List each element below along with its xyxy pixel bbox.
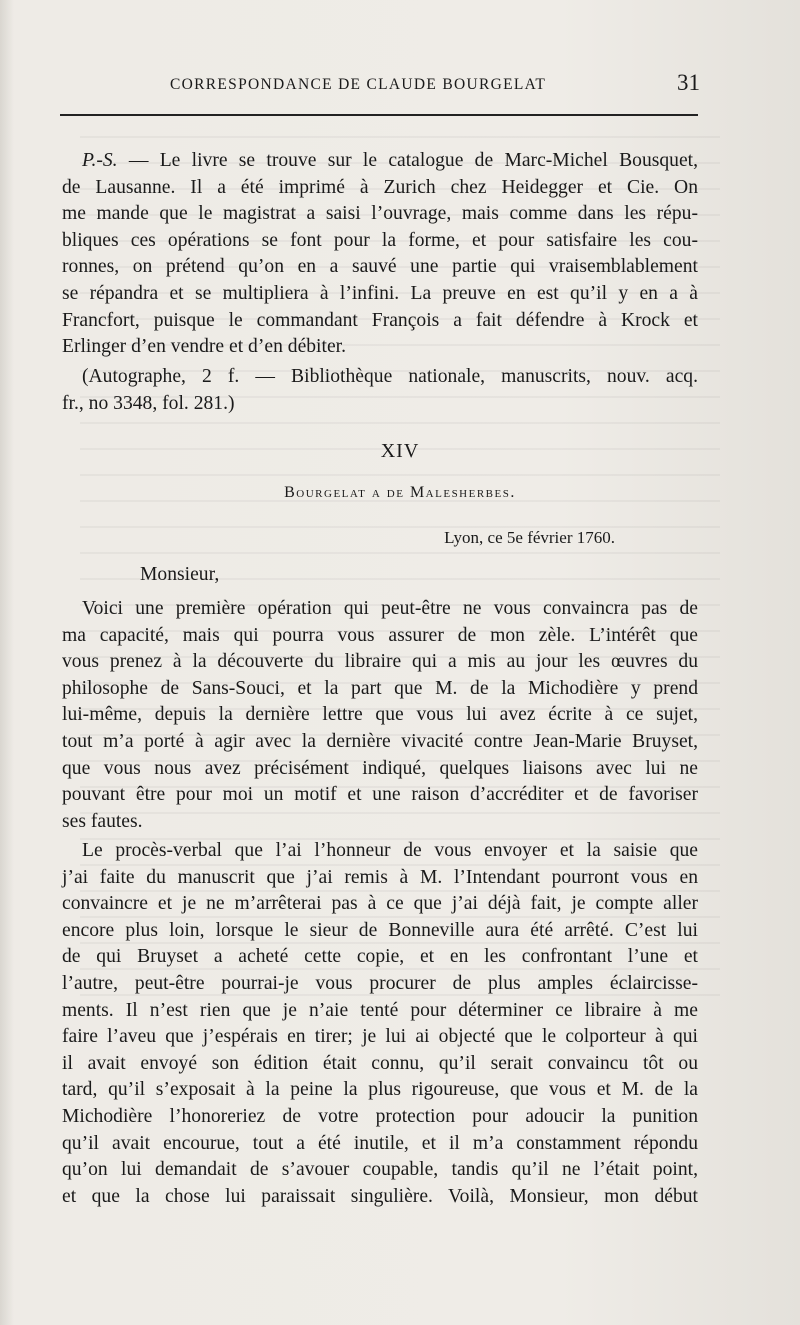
text-line: encore plus loin, lorsque le sieur de Bonneville aura été arrêté. C’est lui (62, 919, 698, 941)
text-line: ments. Il n’est rien que je n’aie tenté pour déterminer ce libraire à me (62, 999, 698, 1021)
text-line: l’autre, peut-être pourrai-je vous procurer de plus amples éclaircisse- (62, 972, 698, 994)
text-line: faire l’aveu que j’espérais en tirer; je lui ai objecté que le colporteur à qui (62, 1026, 698, 1048)
postscript (62, 148, 698, 361)
postscript-line: P.-S. — Le livre se trouve sur le catalogue de Marc-Michel Bousquet, (82, 150, 698, 171)
text-line: que vous nous avez précisément indiqué, quelques liaisons avec lui ne (62, 757, 698, 779)
postscript-line: se répandra et se multipliera à l’infini. La preuve en est qu’il y en a à (62, 282, 698, 304)
page-number: 31 (677, 70, 700, 95)
postscript-line: me mande que le magistrat a saisi l’ouvrage, mais comme dans les répu- (62, 203, 698, 225)
source-citation (62, 364, 698, 417)
postscript-line: Erlinger d’en vendre et d’en débiter. (62, 336, 346, 358)
postscript-line: de Lausanne. Il a été imprimé à Zurich chez Heidegger et Cie. On (62, 176, 698, 198)
letter-paragraph-2 (62, 838, 698, 1210)
postscript-line: bliques ces opérations se font pour la forme, et pour satisfaire les cou- (62, 229, 698, 251)
text-line: tard, qu’il s’exposait à la peine la plus rigoureuse, que vous et M. de la (62, 1079, 698, 1101)
text-line: Voici une première opération qui peut-être ne vous convaincra pas de (82, 598, 698, 619)
postscript-line: ronnes, on prétend qu’on en a sauvé une partie qui vraisemblablement (62, 256, 698, 278)
running-title: CORRESPONDANCE DE CLAUDE BOURGELAT (170, 76, 547, 93)
postscript-line: Francfort, puisque le commandant François a fait défendre à Krock et (62, 309, 698, 331)
text-line: et que la chose lui paraissait singulière. Voilà, Monsieur, mon début (62, 1185, 698, 1207)
text-line: ma capacité, mais qui pourra vous assurer de mon zèle. L’intérêt que (62, 624, 698, 646)
text-line: philosophe de Sans-Souci, et la part que M. de la Michodière y prend (62, 677, 698, 699)
text-line: pouvant être pour moi un motif et une raison d’accréditer et de favoriser (62, 784, 698, 806)
text-line: convaincre et je ne m’arrêterai pas à ce que j’ai déjà fait, je compte aller (62, 893, 698, 915)
text-line: ses fautes. (62, 810, 143, 832)
dateline: Lyon, ce 5e février 1760. (444, 528, 615, 547)
postscript-label: P.-S. (82, 150, 118, 171)
text-line: tout m’a porté à agir avec la dernière vivacité contre Jean-Marie Bruyset, (62, 730, 698, 752)
source-line: fr., no 3348, fol. 281.) (62, 392, 235, 414)
source-line: (Autographe, 2 f. — Bibliothèque nationale, manuscrits, nouv. acq. (82, 366, 698, 387)
text-line: j’ai faite du manuscrit que j’ai remis à M. l’Intendant pourront vous en (62, 866, 698, 888)
text-line: qu’on lui demandait de s’avouer coupable, tandis qu’il ne l’était point, (62, 1159, 698, 1181)
header-rule (60, 114, 698, 116)
text-line: vous prenez à la découverte du libraire qui a mis au jour les œuvres du (62, 651, 698, 673)
text-line: il avait envoyé son édition était connu, qu’il serait convaincu tôt ou (62, 1052, 698, 1074)
text-line: Michodière l’honoreriez de votre protection pour adoucir la punition (62, 1105, 698, 1127)
letter-numeral: XIV (380, 440, 420, 462)
letter-paragraph-1 (62, 596, 698, 835)
page-header (60, 70, 700, 100)
text-line: Le procès-verbal que l’ai l’honneur de vous envoyer et la saisie que (82, 840, 698, 861)
text-line: qu’il avait encourue, tout a été inutile, et il m’a constamment répondu (62, 1132, 698, 1154)
letter-heading: Bourgelat a de Malesherbes. (284, 484, 516, 501)
salutation: Monsieur, (140, 564, 220, 585)
text-line: lui-même, depuis la dernière lettre que vous lui avez écrite à ce sujet, (62, 704, 698, 726)
text-line: de qui Bruyset a acheté cette copie, et en les confrontant l’une et (62, 946, 698, 968)
